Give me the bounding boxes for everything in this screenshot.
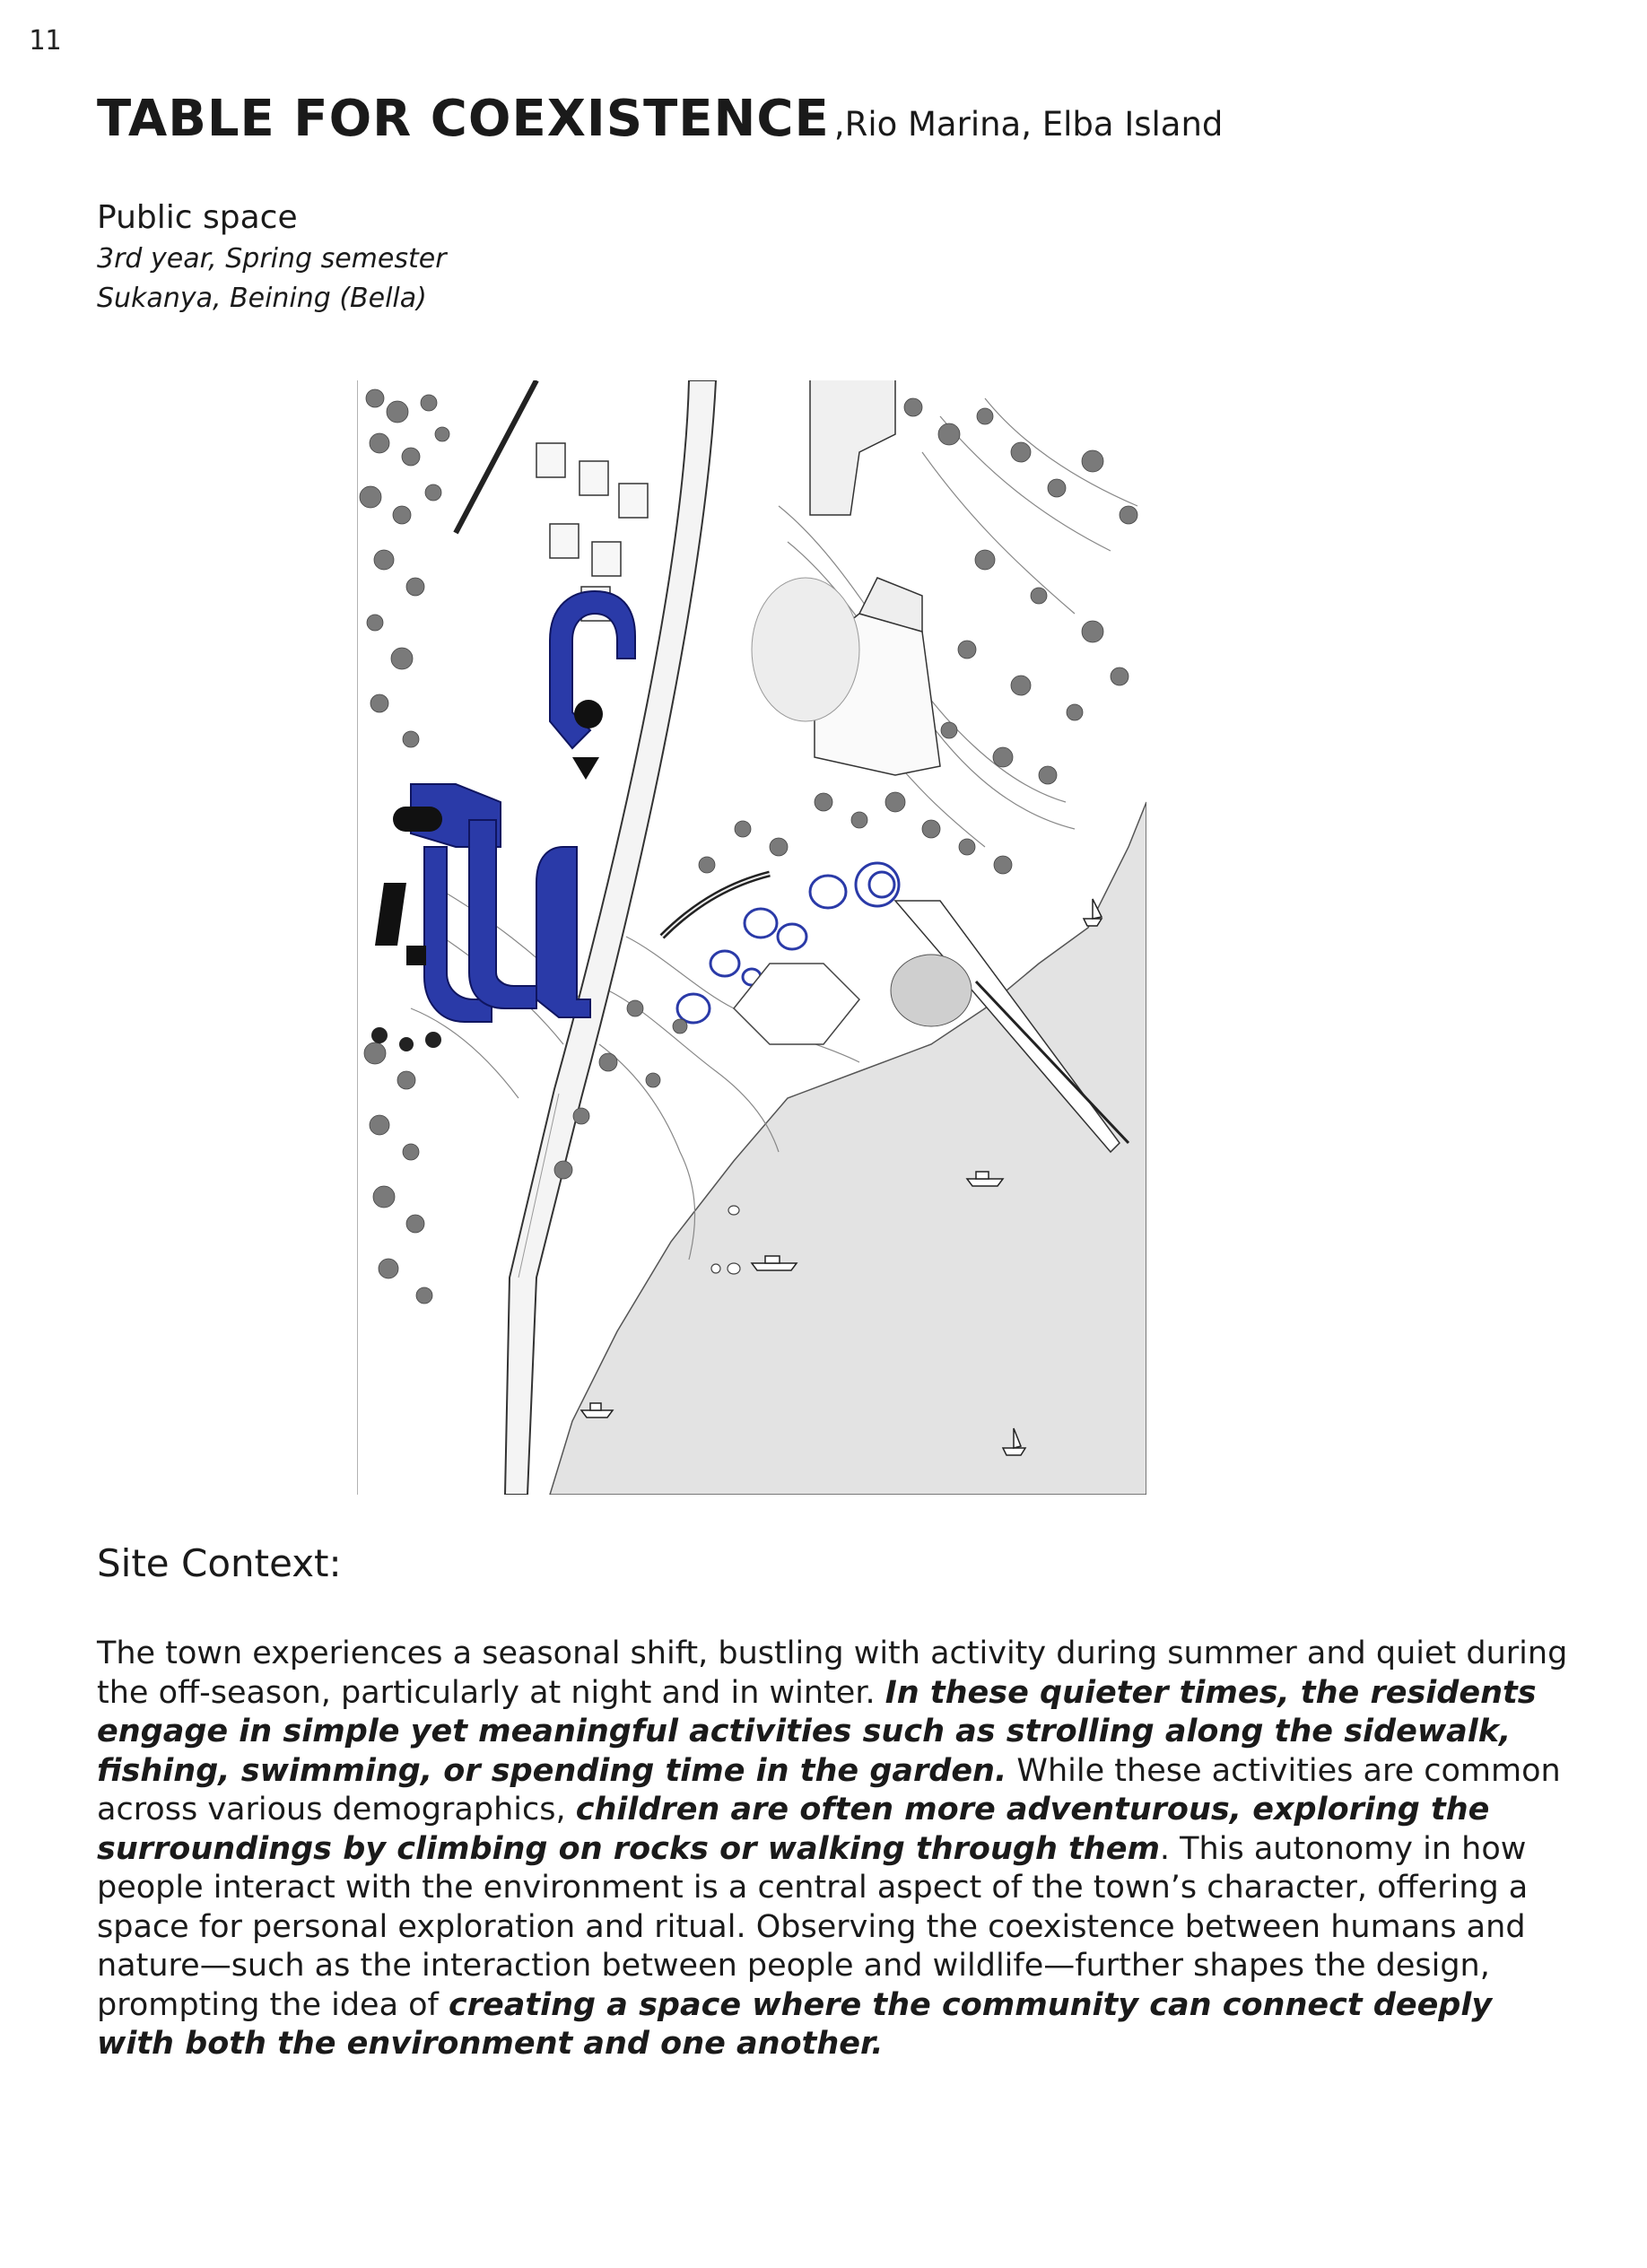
plaza — [752, 578, 859, 721]
site-context-heading: Site Context: — [97, 1541, 342, 1585]
text-run-emphasis: creating a space where the community can connect deeply with both the environment and one another. — [97, 1986, 1493, 2062]
page-number: 11 — [29, 25, 62, 57]
text-run: The town experiences a seasonal shift, bustling with activity during summer and quiet during the off-season, particularly at night and in winter. — [97, 1636, 1568, 1711]
site-plan-drawing — [357, 380, 1146, 1495]
project-authors: Sukanya, Beining (Bella) — [97, 283, 427, 314]
project-term: 3rd year, Spring semester — [97, 243, 447, 275]
text-run-emphasis: children are often more adventurous, exploring the surroundings by climbing on rocks or walking through them — [97, 1792, 1490, 1867]
text-run: . This autonomy in how people interact with the environment is a central aspect of the town’s character, offering a space for personal exploration and ritual. Observing the coexistence between humans and nature—such as the interaction between people and wildlife—further shapes the design, prompting the idea of — [97, 1830, 1529, 2023]
title-row — [97, 90, 1223, 148]
text-run: While these activities are common across various demographics, — [97, 1752, 1561, 1827]
project-meta — [97, 199, 447, 318]
page-title: TABLE FOR COEXISTENCE — [97, 90, 830, 148]
project-location: ,Rio Marina, Elba Island — [833, 105, 1224, 144]
project-type: Public space — [97, 199, 298, 236]
text-run-emphasis: In these quieter times, the residents engage in simple yet meaningful activities such as strolling along the sidewalk, fishing, swimming, or spending time in the garden. — [97, 1674, 1537, 1789]
site-context-paragraph — [97, 1635, 1568, 2064]
